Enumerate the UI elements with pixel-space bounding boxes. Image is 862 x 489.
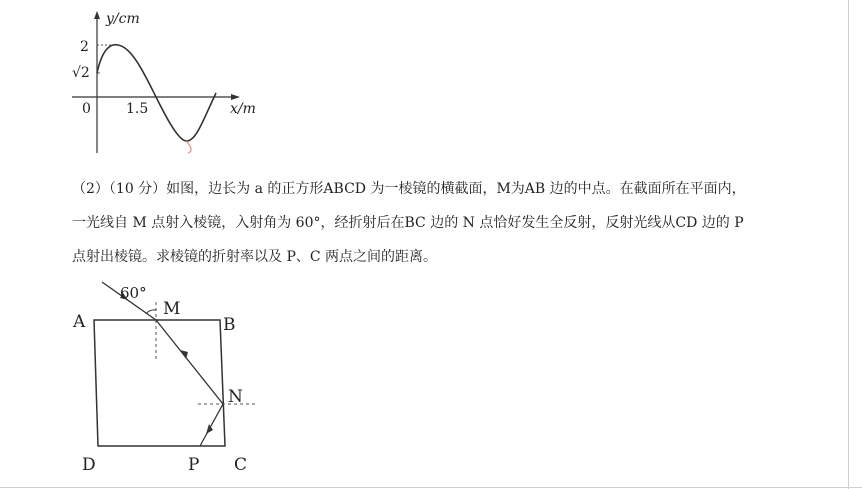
question-line-1: （2）（10 分）如图，边长为 a 的正方形ABCD 为一棱镜的横截面，M为AB 边的中点。在截面所在平面内， <box>72 181 746 197</box>
label-d: D <box>82 455 96 475</box>
x-tick-1-5: 1.5 <box>126 101 149 117</box>
question-line-2: 一光线自 M 点射入棱镜，入射角为 60°，经折射后在BC 边的 N 点恰好发生全反射，反射光线从CD 边的 P <box>72 215 744 231</box>
label-m: M <box>163 299 181 319</box>
page-border-right <box>848 0 849 489</box>
angle-label: 60° <box>120 284 147 302</box>
question-text <box>72 172 832 274</box>
wave-marker <box>186 141 191 153</box>
label-p: P <box>188 455 200 475</box>
label-a: A <box>73 312 86 332</box>
square-abcd <box>94 320 225 446</box>
y-axis-label: y/cm <box>106 11 140 27</box>
wave-curve <box>97 45 216 141</box>
y-axis-arrow-icon <box>94 11 100 19</box>
page-border-bottom <box>0 487 862 488</box>
x-axis-label: x/m <box>230 101 256 117</box>
y-tick-2: 2 <box>80 39 89 55</box>
wave-graph <box>60 5 270 155</box>
x-axis-arrow-icon <box>231 94 240 100</box>
y-tick-sqrt2: √2 <box>72 65 90 81</box>
label-n: N <box>228 387 243 407</box>
reflected-ray <box>200 404 223 446</box>
refracted-ray <box>156 320 223 404</box>
prism-diagram <box>70 272 270 487</box>
origin-label: 0 <box>82 101 91 117</box>
label-b: B <box>223 315 236 335</box>
label-c: C <box>234 455 248 475</box>
question-line-3: 点射出棱镜。求棱镜的折射率以及 P、C 两点之间的距离。 <box>72 249 438 265</box>
